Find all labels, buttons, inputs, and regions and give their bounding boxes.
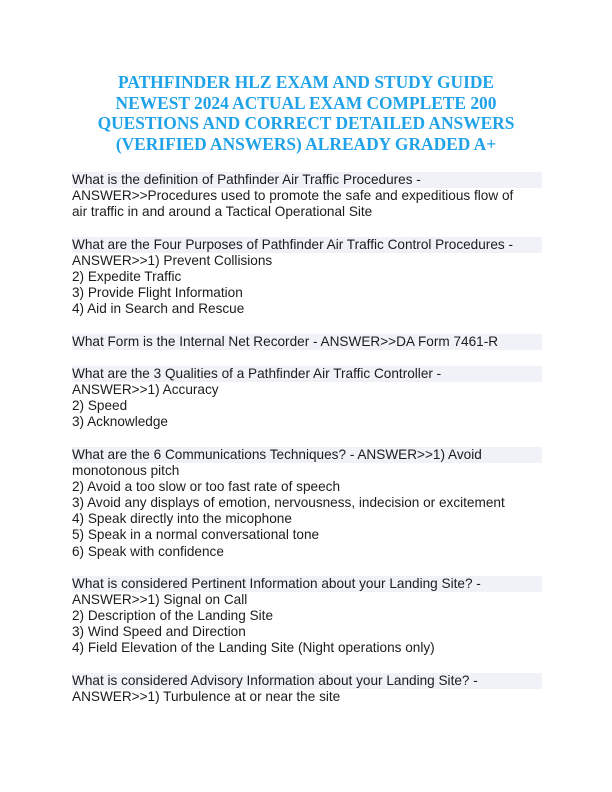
answer-line: 2) Description of the Landing Site — [72, 608, 274, 624]
question-line: What is considered Pertinent Information about your Landing Site? - — [72, 576, 542, 592]
title-line: QUESTIONS AND CORRECT DETAILED ANSWERS — [97, 113, 515, 134]
qa-item — [72, 334, 542, 350]
qa-item — [72, 366, 542, 431]
answer-line: 2) Speed — [72, 398, 128, 414]
answer-line: 2) Avoid a too slow or too fast rate of speech — [72, 478, 341, 494]
qa-item — [72, 172, 542, 220]
document-body — [72, 172, 542, 721]
answer-line: 6) Speak with confidence — [72, 543, 224, 559]
answer-line: 3) Avoid any displays of emotion, nervousness, indecision or excitement — [72, 495, 505, 511]
qa-item — [72, 447, 542, 560]
question-line: What are the Four Purposes of Pathfinder Air Traffic Control Procedures - — [72, 237, 542, 253]
question-line: What Form is the Internal Net Recorder - ANSWER>>DA Form 7461-R — [72, 334, 542, 350]
question-line: What are the 3 Qualities of a Pathfinder Air Traffic Controller - — [72, 366, 542, 382]
answer-line: 4) Aid in Search and Rescue — [72, 301, 245, 317]
question-line: What is considered Advisory Information about your Landing Site? - — [72, 673, 542, 689]
qa-item — [72, 673, 542, 705]
answer-line: monotonous pitch — [72, 462, 180, 478]
answer-line: 3) Wind Speed and Direction — [72, 624, 246, 640]
title-line: (VERIFIED ANSWERS) ALREADY GRADED A+ — [115, 133, 497, 154]
answer-line: 4) Field Elevation of the Landing Site (Night operations only) — [72, 640, 435, 656]
answer-line: ANSWER>>1) Signal on Call — [72, 591, 248, 607]
document-title — [60, 72, 552, 154]
question-line: What is the definition of Pathfinder Air Traffic Procedures - — [72, 172, 542, 188]
title-line: PATHFINDER HLZ EXAM AND STUDY GUIDE — [117, 72, 495, 92]
question-line: What are the 6 Communications Techniques? - ANSWER>>1) Avoid — [72, 447, 542, 463]
qa-item — [72, 576, 542, 657]
answer-line: 3) Provide Flight Information — [72, 285, 243, 301]
answer-line: air traffic in and around a Tactical Operational Site — [72, 204, 373, 220]
answer-line: 3) Acknowledge — [72, 414, 168, 430]
qa-item — [72, 237, 542, 318]
answer-line: ANSWER>>1) Prevent Collisions — [72, 252, 273, 268]
answer-line: 5) Speak in a normal conversational tone — [72, 527, 320, 543]
answer-line: 4) Speak directly into the micophone — [72, 511, 292, 527]
answer-line: ANSWER>>1) Accuracy — [72, 381, 219, 397]
answer-line: 2) Expedite Traffic — [72, 268, 182, 284]
answer-line: ANSWER>>Procedures used to promote the safe and expeditious flow of — [72, 188, 514, 204]
title-line: NEWEST 2024 ACTUAL EXAM COMPLETE 200 — [115, 92, 497, 113]
answer-line: ANSWER>>1) Turbulence at or near the site — [72, 688, 341, 704]
